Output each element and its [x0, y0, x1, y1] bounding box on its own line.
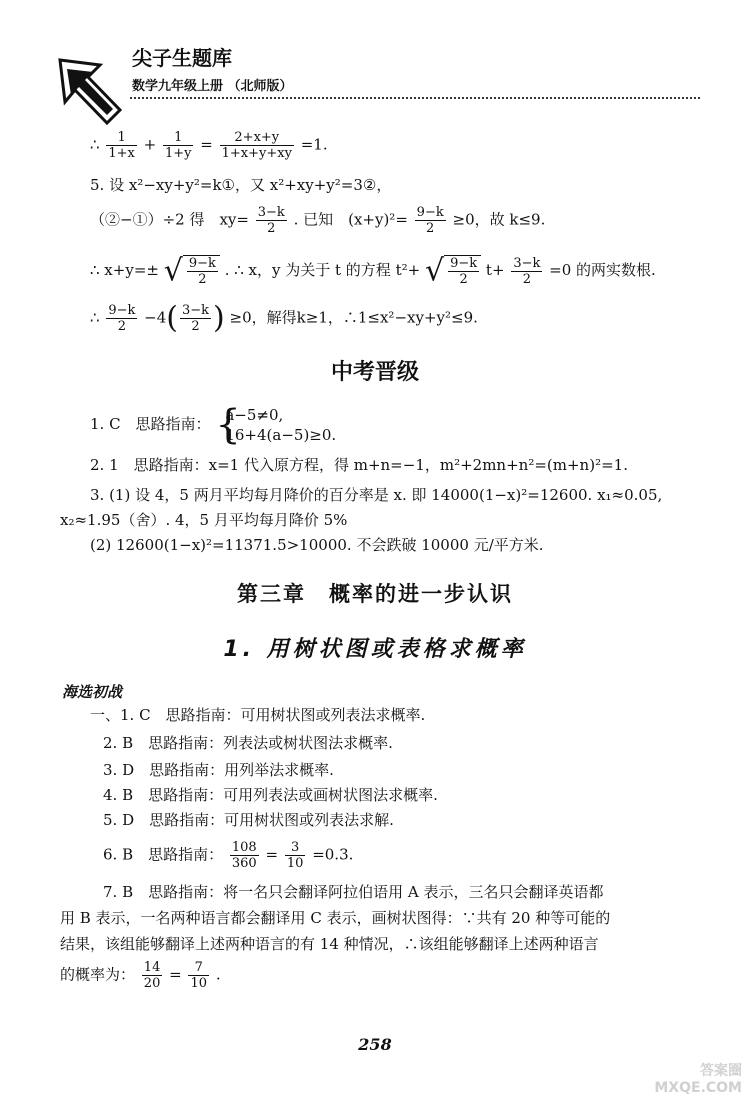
hx-a6: 6. B 思路指南： $\frac{108}{360}$ = $\frac{3}{10}$ =0.3. — [103, 840, 354, 871]
lesson-title: 1. 用树状图或表格求概率 — [223, 637, 527, 662]
header-series: 尖子生题库 — [132, 46, 232, 70]
hx-a2: 2. B 思路指南：列表法或树状图法求概率. — [103, 734, 393, 752]
hx-a7-3: 结果，该组能够翻译上述两种语言的有 14 种情况，∴该组能够翻译上述两种语言 — [60, 935, 599, 953]
hx-a1: 一、1. C 思路指南：可用树状图或列表法求概率. — [90, 706, 426, 724]
eq-line-5: ∴ $\frac{9-k}{2}$ −4( $\frac{3-k}{2}$ ) ≥0，解得k≥1，∴1≤x²−xy+y²≤9. — [90, 300, 478, 336]
page-number: 258 — [358, 1035, 392, 1054]
header-book: 数学九年级上册 （北师版） — [132, 79, 293, 94]
fraction: $\frac{1}{1+y}$ — [164, 130, 192, 161]
hx-a5: 5. D 思路指南：可用树状图或列表法求解. — [103, 811, 394, 829]
fraction: $\frac{2+x+y}{1+x+y+xy}$ — [221, 130, 292, 161]
eq-line-2: 5. 设 x²−xy+y²=k①，又 x²+xy+y²=3②， — [90, 176, 392, 194]
hx-a3: 3. D 思路指南：用列举法求概率. — [103, 761, 334, 779]
zk-q2: 2. 1 思路指南：x=1 代入原方程，得 m+n=−1，m²+2mn+n²=(m+n)²=1. — [90, 456, 628, 474]
header-rule — [130, 97, 700, 99]
zk-q3c: (2) 12600(1−x)²=11371.5>10000. 不会跌破 10000 元/平方米. — [90, 536, 544, 554]
zk-q3a: 3. (1) 设 4，5 两月平均每月降价的百分率是 x. 即 14000(1−x)²=12600. x₁≈0.05, — [90, 486, 663, 504]
eq-line-3: （②−①）÷2 得 xy= $\frac{3-k}{2}$ . 已知 (x+y)²= $\frac{9-k}{2}$ ≥0，故 k≤9. — [90, 205, 546, 236]
hx-a7-2: 用 B 表示，一名两种语言都会翻译用 C 表示，画树状图得：∵共有 20 种等可能的 — [60, 909, 611, 927]
eq-line-4: ∴ x+y=± √ $\frac{9-k}{2}$ . ∴ x，y 为关于 t 的方程 t²+ √ $\frac{9-k}{2}$ t+ $\frac{3-k}{2}$ =0 的两实数根. — [90, 253, 656, 289]
eq-line-1: ∴ $\frac{1}{1+x}$ + $\frac{1}{1+y}$ = $\frac{2+x+y}{1+x+y+xy}$ =1. — [90, 130, 328, 161]
zk-q1: 1. C 思路指南： { a−5≠0, 16+4(a−5)≥0. — [90, 402, 337, 448]
section-heading: 中考晋级 — [330, 360, 419, 385]
hx-a7-4: 的概率为： $\frac{14}{20}$ = $\frac{7}{10}$ . — [60, 960, 221, 991]
subsection-label: 海选初战 — [62, 683, 123, 701]
header-arrow-logo — [55, 55, 125, 130]
chapter-title: 第三章 概率的进一步认识 — [237, 582, 513, 606]
zk-q3b: x₂≈1.95（舍）. 4，5 月平均每月降价 5% — [60, 511, 348, 529]
hx-a7-1: 7. B 思路指南：将一名只会翻译阿拉伯语用 A 表示，三名只会翻译英语都 — [103, 883, 604, 901]
hx-a4: 4. B 思路指南：可用列表法或画树状图法求概率. — [103, 786, 438, 804]
fraction: $\frac{1}{1+x}$ — [108, 130, 135, 161]
watermark: 答案圈 MXQE.COM — [654, 1063, 742, 1096]
